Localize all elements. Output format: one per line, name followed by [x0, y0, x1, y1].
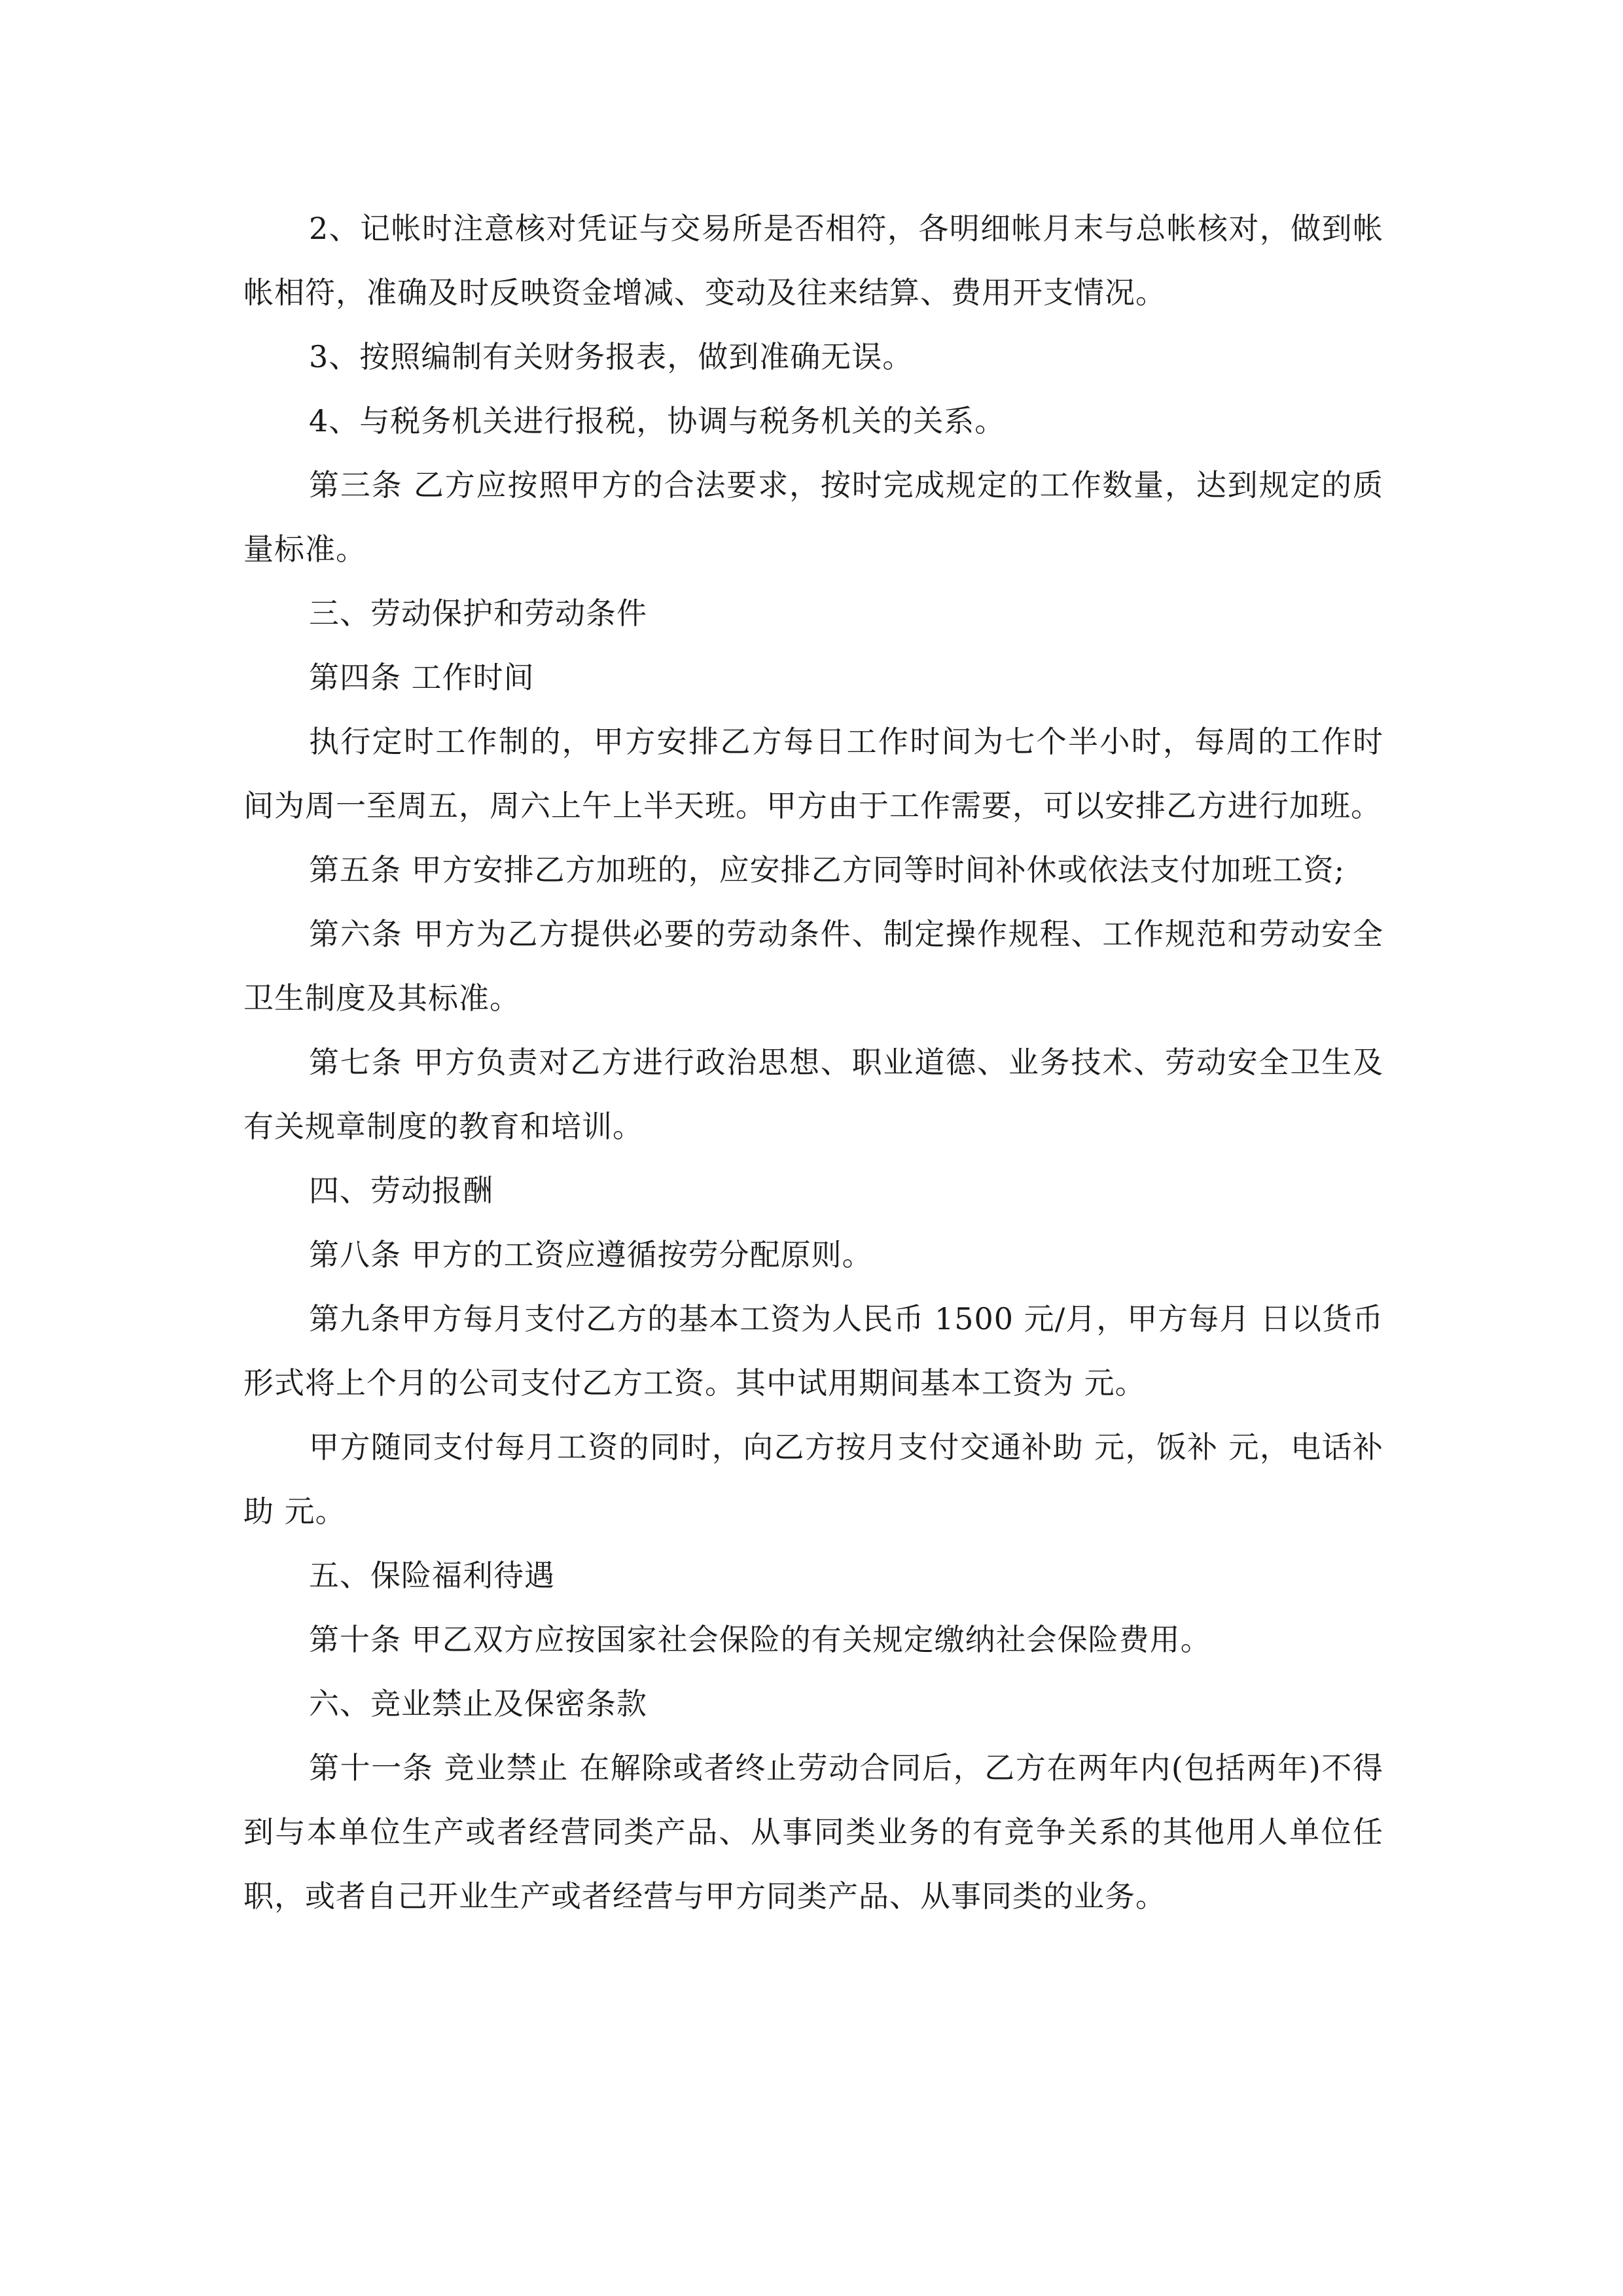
paragraph-article-11: 第十一条 竞业禁止 在解除或者终止劳动合同后，乙方在两年内(包括两年)不得到与本单位生产或者经营同类产品、从事同类业务的有竞争关系的其他用人单位任职，或者自己开业生产或者经营与甲方同类产品、从事同类的业务。: [243, 1750, 1383, 1914]
paragraph-article-9: 第九条甲方每月支付乙方的基本工资为人民币 1500 元/月，甲方每月 日以货币形式将上个月的公司支付乙方工资。其中试用期间基本工资为 元。: [243, 1301, 1383, 1401]
paragraph-item-2: 2、记帐时注意核对凭证与交易所是否相符，各明细帐月末与总帐核对，做到帐帐相符，准确及时反映资金增减、变动及往来结算、费用开支情况。: [243, 211, 1383, 310]
paragraph-allowances: 甲方随同支付每月工资的同时，向乙方按月支付交通补助 元，饭补 元，电话补助 元。: [243, 1429, 1383, 1529]
document-body: [243, 196, 1383, 1928]
paragraph-article-6: 第六条 甲方为乙方提供必要的劳动条件、制定操作规程、工作规范和劳动安全卫生制度及其标准。: [243, 916, 1383, 1016]
section-heading-3: 三、劳动保护和劳动条件: [309, 596, 647, 631]
paragraph-article-3: 第三条 乙方应按照甲方的合法要求，按时完成规定的工作数量，达到规定的质量标准。: [243, 467, 1383, 567]
section-heading-4: 四、劳动报酬: [309, 1173, 493, 1208]
section-heading-6: 六、竞业禁止及保密条款: [309, 1686, 647, 1721]
paragraph-article-8: 第八条 甲方的工资应遵循按劳分配原则。: [309, 1237, 873, 1272]
paragraph-item-4: 4、与税务机关进行报税，协调与税务机关的关系。: [309, 403, 1006, 439]
section-heading-5: 五、保险福利待遇: [309, 1558, 555, 1593]
paragraph-article-5: 第五条 甲方安排乙方加班的，应安排乙方同等时间补休或依法支付加班工资;: [309, 852, 1346, 888]
paragraph-work-hours: 执行定时工作制的，甲方安排乙方每日工作时间为七个半小时，每周的工作时间为周一至周五，周六上午上半天班。甲方由于工作需要，可以安排乙方进行加班。: [243, 724, 1383, 823]
paragraph-article-4-title: 第四条 工作时间: [309, 660, 535, 695]
paragraph-article-7: 第七条 甲方负责对乙方进行政治思想、职业道德、业务技术、劳动安全卫生及有关规章制度的教育和培训。: [243, 1045, 1383, 1144]
paragraph-article-10: 第十条 甲乙双方应按国家社会保险的有关规定缴纳社会保险费用。: [309, 1622, 1211, 1657]
paragraph-item-3: 3、按照编制有关财务报表，做到准确无误。: [309, 339, 914, 374]
